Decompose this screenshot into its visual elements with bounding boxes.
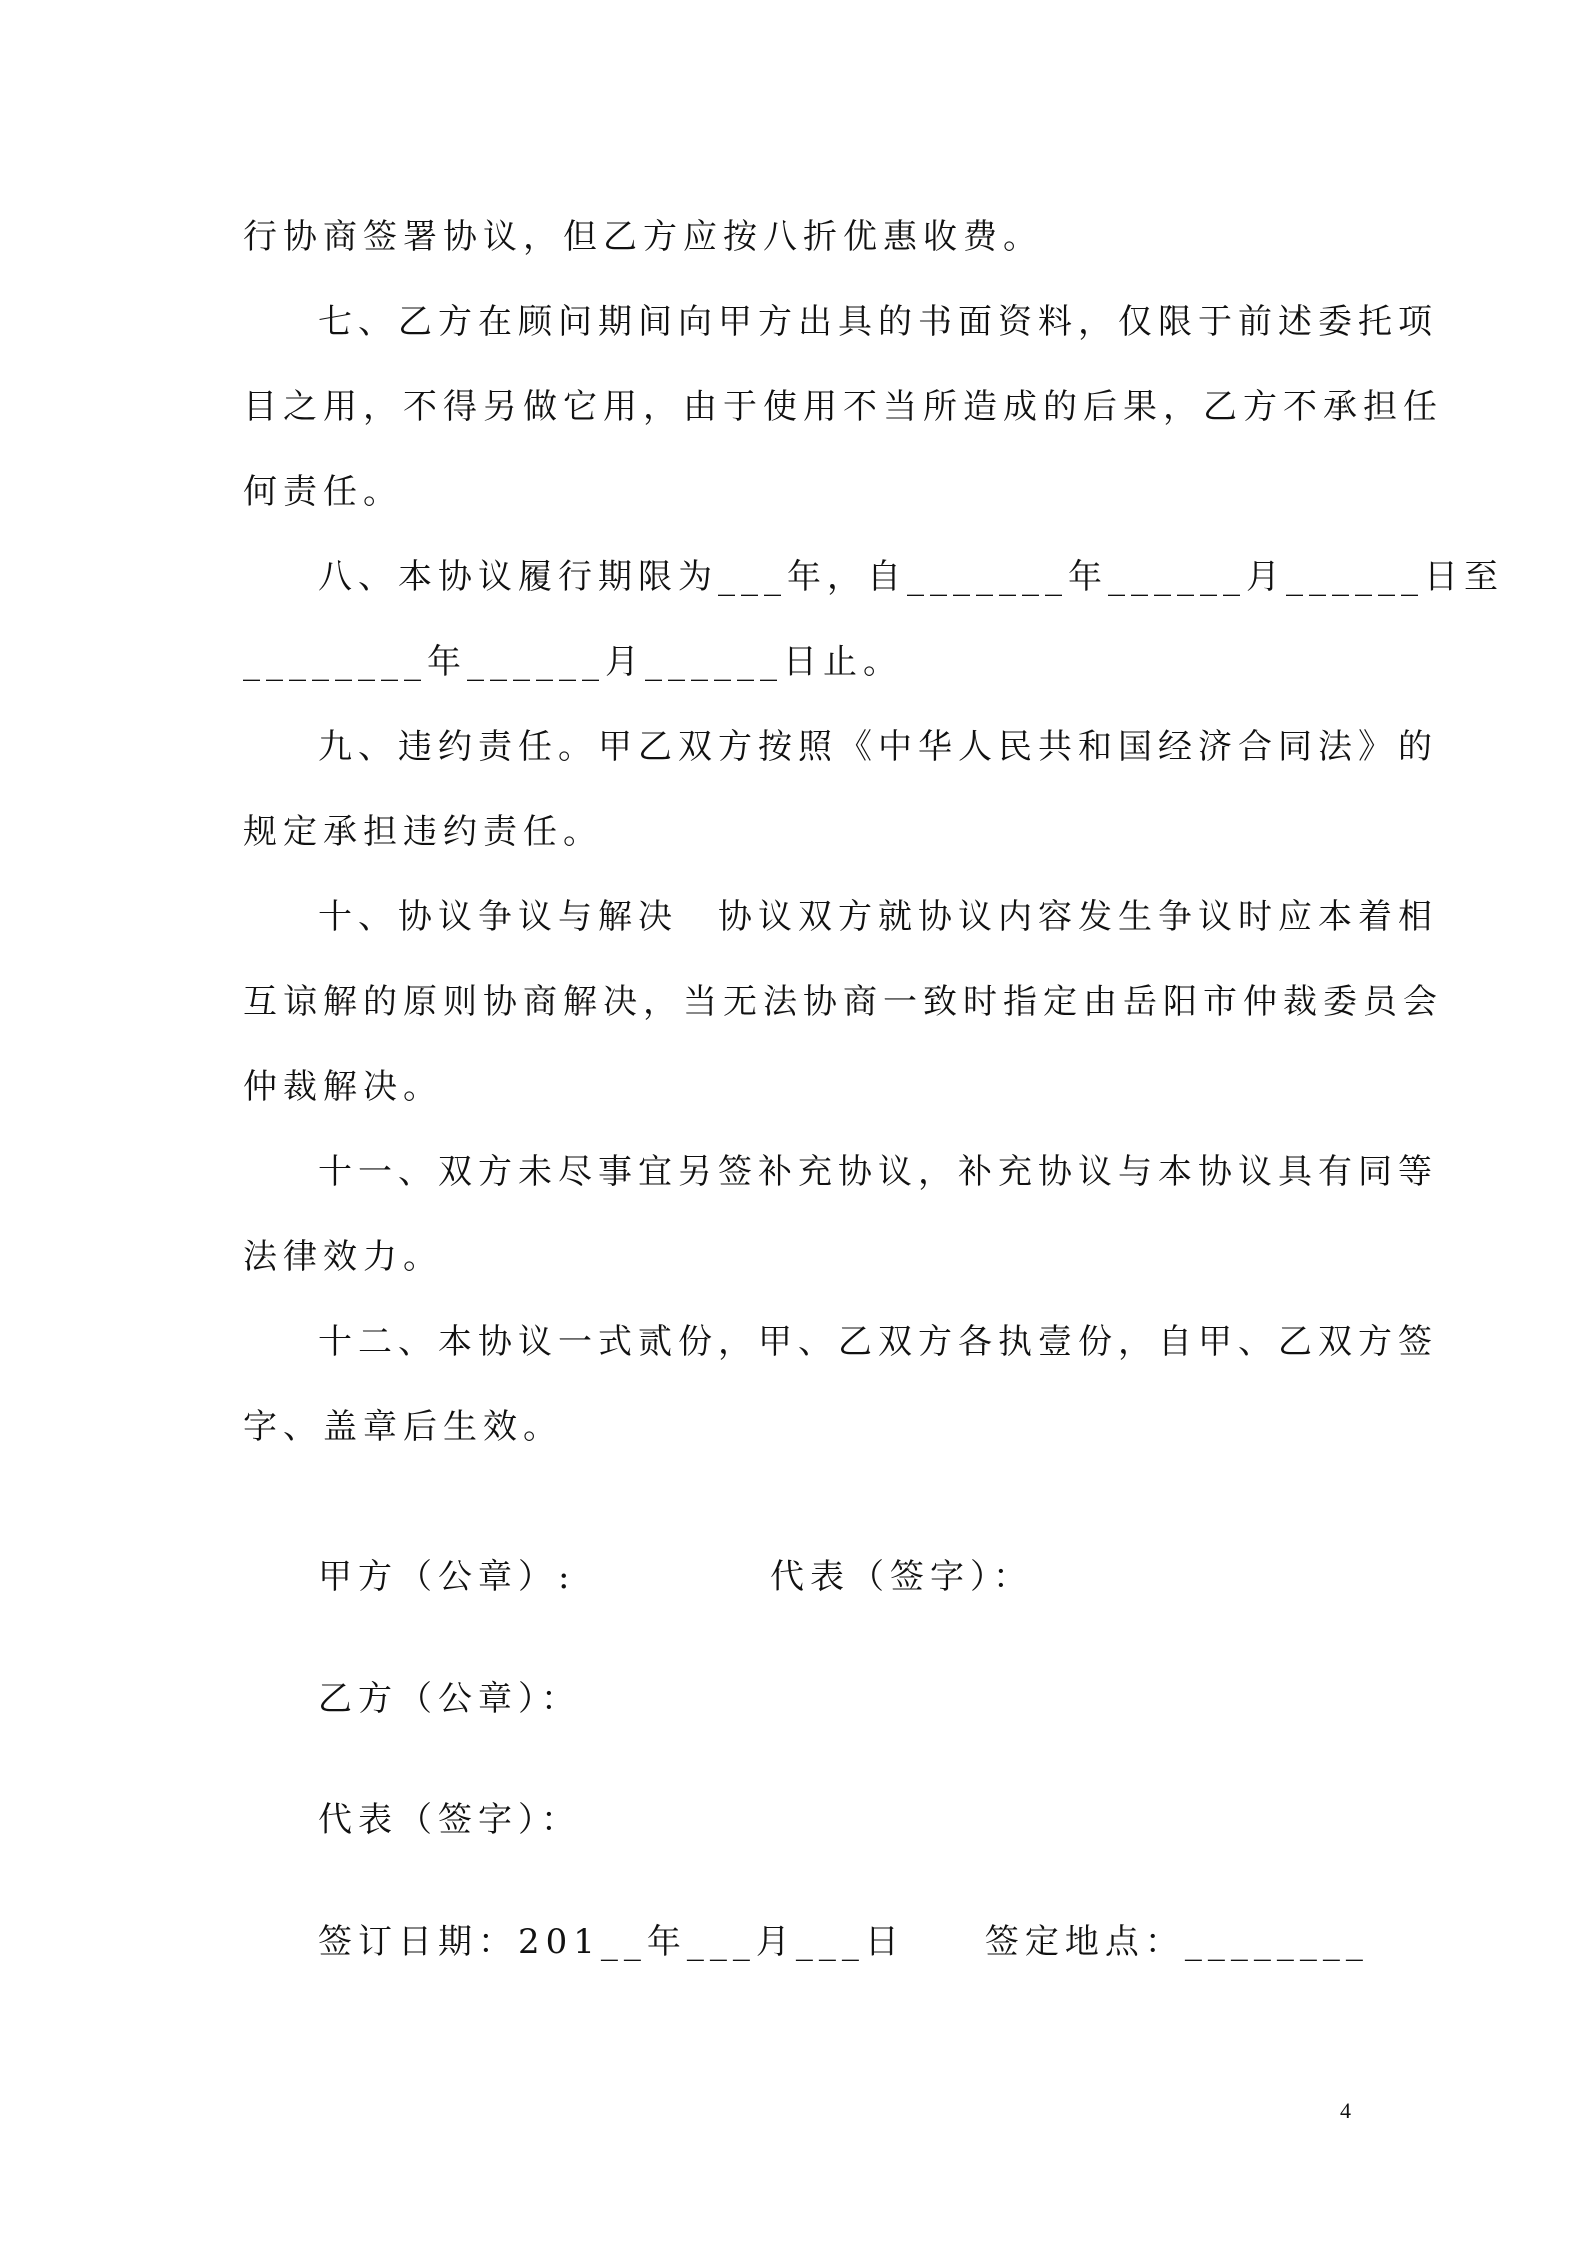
sign-date-place-line: 签订日期：201__年___月___日 签定地点：________ [318,1922,1369,1962]
paragraph-line: 字、盖章后生效。 [243,1407,563,1447]
paragraph-line: 仲裁解决。 [243,1067,443,1107]
clause-9-line: 九、违约责任。甲乙双方按照《中华人民共和国经济合同法》的 [318,727,1438,767]
party-b-seal-label: 乙方（公章）： [318,1679,581,1719]
clause-11-line: 十一、双方未尽事宜另签补充协议，补充协议与本协议具有同等 [318,1152,1438,1192]
paragraph-line: 规定承担违约责任。 [243,812,603,852]
paragraph-line: 法律效力。 [243,1237,443,1277]
clause-8-line: 八、本协议履行期限为___年，自_______年______月______日至 [318,557,1504,597]
paragraph-line: 目之用，不得另做它用，由于使用不当所造成的后果，乙方不承担任 [243,387,1443,427]
representative-a-label: 代表（签字）： [770,1557,1033,1597]
paragraph-line: 行协商签署协议，但乙方应按八折优惠收费。 [243,217,1043,257]
representative-b-label: 代表（签字）： [318,1800,581,1840]
page-number: 4 [1340,2098,1351,2123]
clause-12-line: 十二、本协议一式贰份，甲、乙双方各执壹份，自甲、乙双方签 [318,1322,1438,1362]
paragraph-line: 何责任。 [243,472,403,512]
clause-7-line: 七、乙方在顾问期间向甲方出具的书面资料，仅限于前述委托项 [318,302,1438,342]
clause-10-line: 十、协议争议与解决 协议双方就协议内容发生争议时应本着相 [318,897,1438,937]
party-a-seal-label: 甲方（公章）: [318,1557,576,1597]
paragraph-line: 互谅解的原则协商解决，当无法协商一致时指定由岳阳市仲裁委员会 [243,982,1443,1022]
paragraph-line: ________年______月______日止。 [243,642,903,682]
